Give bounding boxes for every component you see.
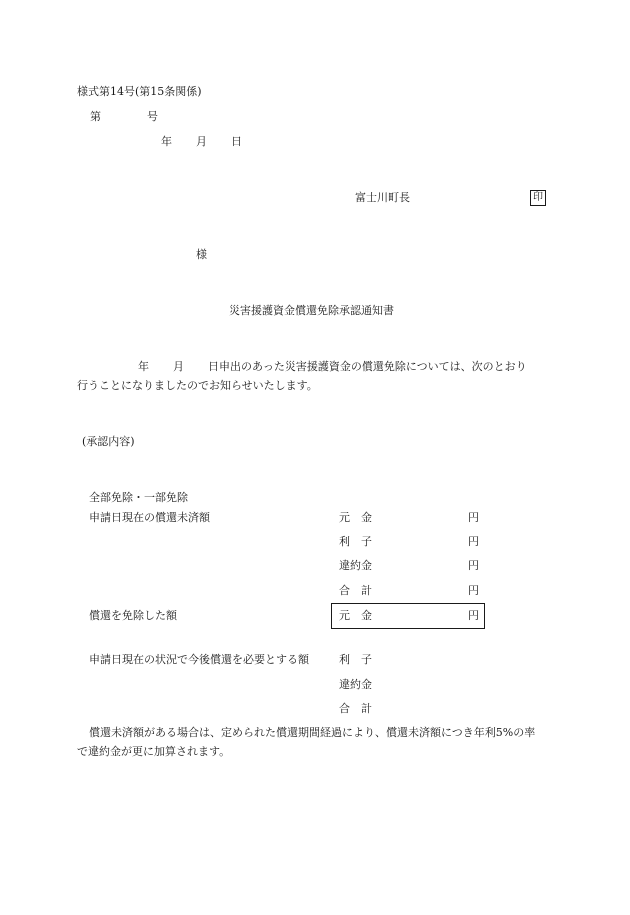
exemption-type: 全部免除・一部免除 — [89, 491, 188, 504]
date-day-label: 日 — [231, 135, 242, 148]
document-title: 災害援護資金償還免除承認通知書 — [229, 304, 394, 317]
document-number-prefix: 第 — [90, 110, 101, 123]
unpaid-interest-yen: 円 — [468, 535, 479, 548]
unpaid-balance-label: 申請日現在の償還未済額 — [89, 511, 210, 524]
unpaid-interest-label: 利 子 — [339, 535, 372, 548]
unpaid-penalty-label: 違約金 — [339, 559, 372, 572]
future-interest-label: 利 子 — [339, 653, 372, 666]
body-year-label: 年 — [138, 360, 149, 373]
body-text-line1: 日申出のあった災害援護資金の償還免除については、次のとおり — [208, 360, 527, 373]
unpaid-total-label: 合 計 — [339, 584, 372, 597]
future-penalty-label: 違約金 — [339, 678, 372, 691]
exempted-principal-label: 元 金 — [339, 609, 372, 622]
unpaid-principal-yen: 円 — [468, 511, 479, 524]
document-number-suffix: 号 — [147, 110, 158, 123]
future-repayment-label: 申請日現在の状況で今後償還を必要とする額 — [89, 653, 309, 666]
recipient-honorific: 様 — [196, 248, 207, 261]
body-text-line2: 行うことになりましたのでお知らせいたします。 — [77, 379, 318, 392]
note-line2: で違約金が更に加算されます。 — [77, 745, 231, 758]
exempted-principal-yen: 円 — [468, 609, 479, 622]
note-line1: 償還未済額がある場合は、定められた償還期間経過により、償還未済額につき年利5%の率 — [89, 726, 536, 739]
exempted-amount-label: 償還を免除した額 — [89, 609, 177, 622]
issuer-title: 富士川町長 — [355, 191, 410, 204]
future-total-label: 合 計 — [339, 702, 372, 715]
unpaid-total-yen: 円 — [468, 584, 479, 597]
form-number: 様式第14号(第15条関係) — [77, 85, 202, 98]
date-month-label: 月 — [196, 135, 207, 148]
section-heading: (承認内容) — [82, 435, 135, 448]
unpaid-principal-label: 元 金 — [339, 511, 372, 524]
seal-mark: 印 — [530, 190, 546, 206]
body-month-label: 月 — [173, 360, 184, 373]
date-year-label: 年 — [161, 135, 172, 148]
unpaid-penalty-yen: 円 — [468, 559, 479, 572]
